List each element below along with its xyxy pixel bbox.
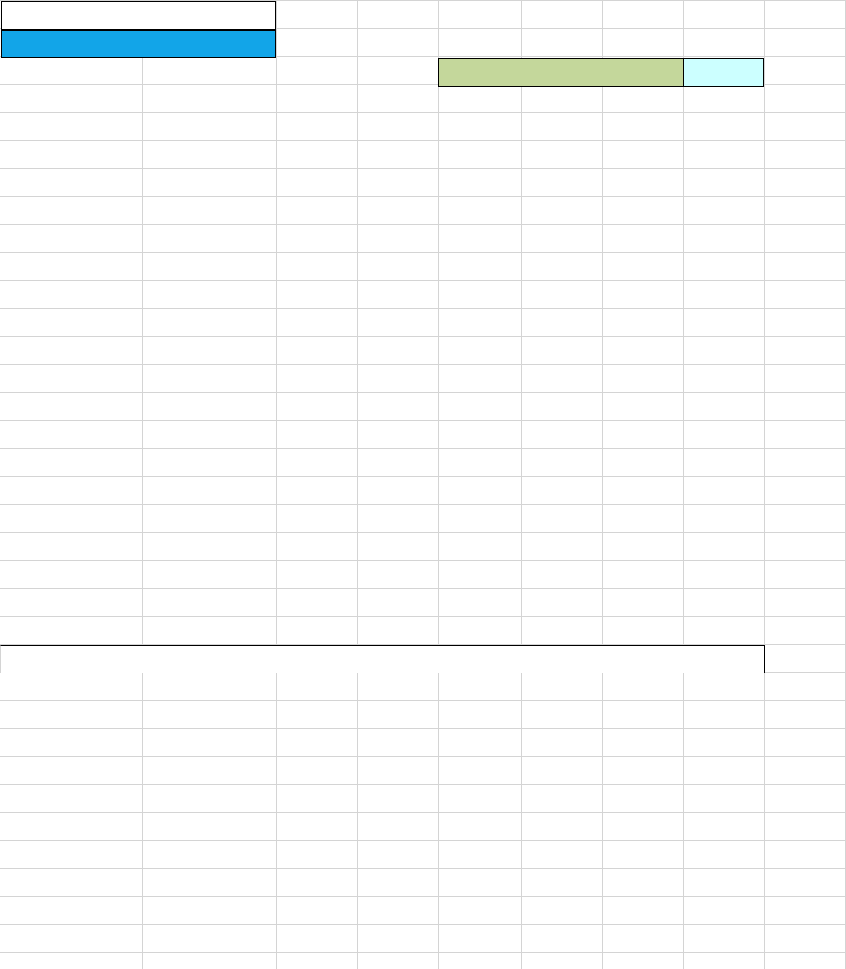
grid-column-line bbox=[602, 0, 603, 969]
grid-column-line bbox=[438, 0, 439, 969]
grid-column-line bbox=[683, 0, 684, 969]
grid-column-line bbox=[521, 0, 522, 969]
match-date-cell[interactable] bbox=[1, 1, 276, 30]
grid-column-line bbox=[142, 0, 143, 969]
grid-column-line bbox=[764, 0, 765, 969]
grid-column-line bbox=[357, 0, 358, 969]
standings-title-cell[interactable] bbox=[0, 645, 765, 673]
referee-header-count[interactable] bbox=[683, 58, 764, 87]
referee-header-name[interactable] bbox=[438, 58, 684, 87]
grid-column-line bbox=[276, 0, 277, 969]
match-group-cell[interactable] bbox=[1, 30, 276, 58]
